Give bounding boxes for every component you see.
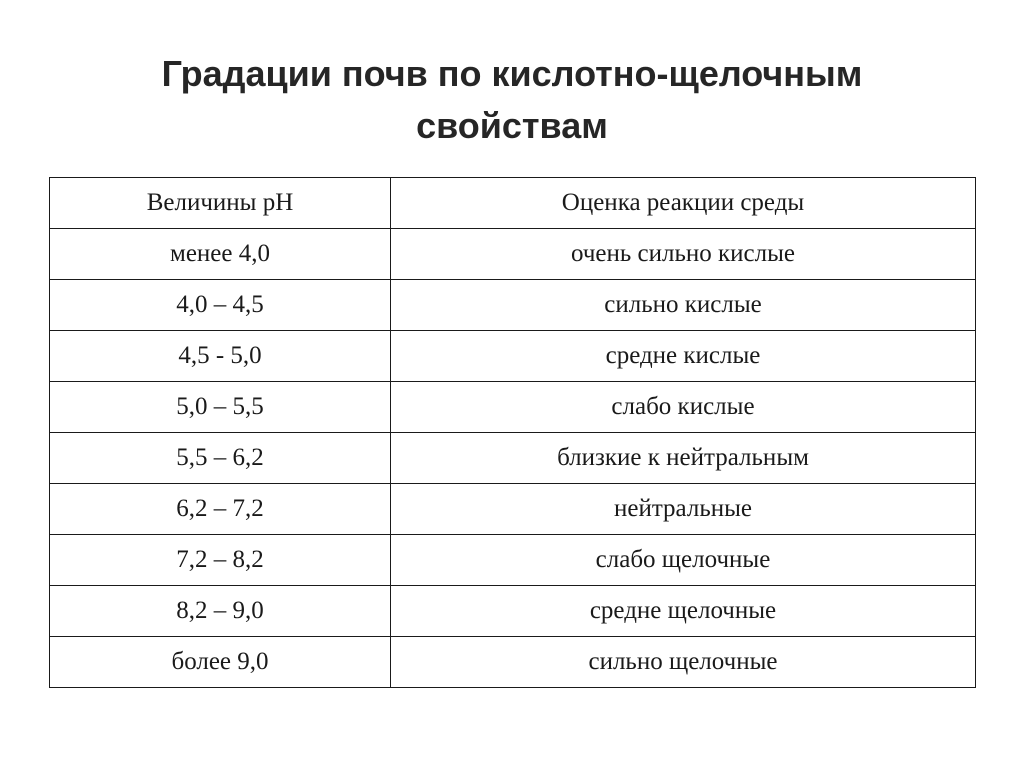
page-title-line-2: свойствам	[416, 105, 608, 146]
assessment-cell: очень сильно кислые	[391, 229, 976, 280]
assessment-cell: нейтральные	[391, 484, 976, 535]
header-ph-values: Величины pH	[50, 178, 391, 229]
table-row	[50, 331, 976, 382]
ph-range-cell: 5,5 – 6,2	[50, 433, 391, 484]
ph-range-cell: 5,0 – 5,5	[50, 382, 391, 433]
table-row	[50, 586, 976, 637]
ph-grades-table	[49, 177, 976, 688]
table-row	[50, 280, 976, 331]
table-row	[50, 382, 976, 433]
ph-range-cell: 7,2 – 8,2	[50, 535, 391, 586]
header-reaction-assessment: Оценка реакции среды	[391, 178, 976, 229]
assessment-cell: слабо кислые	[391, 382, 976, 433]
ph-range-cell: 8,2 – 9,0	[50, 586, 391, 637]
table-row	[50, 637, 976, 688]
table-row	[50, 535, 976, 586]
table-row	[50, 229, 976, 280]
assessment-cell: сильно щелочные	[391, 637, 976, 688]
table-row	[50, 484, 976, 535]
ph-range-cell: 4,5 - 5,0	[50, 331, 391, 382]
ph-range-cell: 6,2 – 7,2	[50, 484, 391, 535]
assessment-cell: средне щелочные	[391, 586, 976, 637]
assessment-cell: близкие к нейтральным	[391, 433, 976, 484]
assessment-cell: слабо щелочные	[391, 535, 976, 586]
ph-range-cell: 4,0 – 4,5	[50, 280, 391, 331]
table-header-row	[50, 178, 976, 229]
ph-range-cell: менее 4,0	[50, 229, 391, 280]
ph-range-cell: более 9,0	[50, 637, 391, 688]
assessment-cell: средне кислые	[391, 331, 976, 382]
assessment-cell: сильно кислые	[391, 280, 976, 331]
table-row	[50, 433, 976, 484]
page-title-line-1: Градации почв по кислотно-щелочным	[161, 53, 863, 94]
page-title	[0, 48, 1024, 152]
